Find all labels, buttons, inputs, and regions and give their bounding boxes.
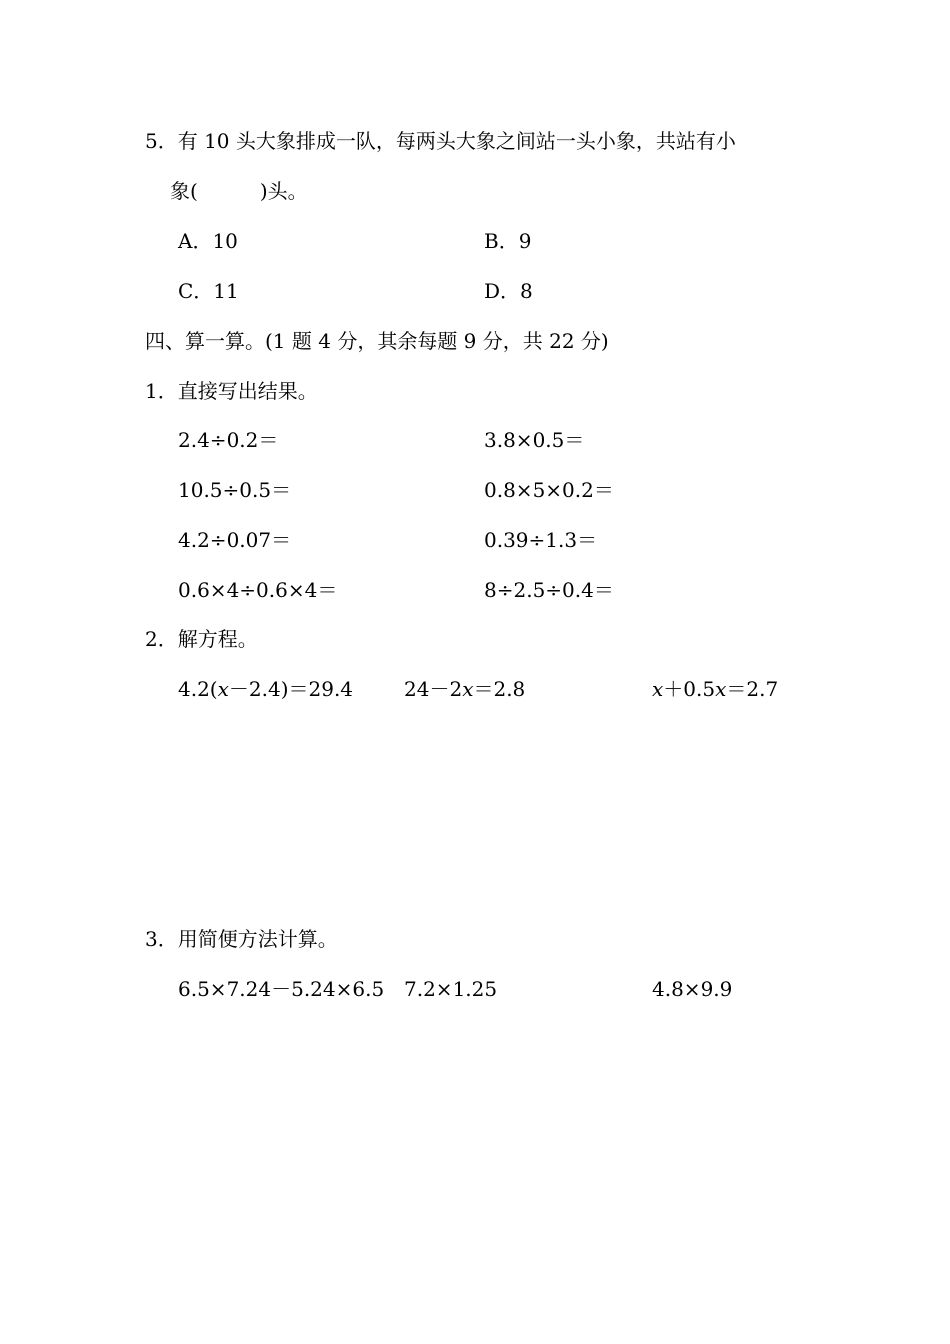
equation-part: 24－2 xyxy=(404,677,463,701)
option-c: C．11 xyxy=(178,279,239,303)
section-4-title: 四、算一算。(1 题 4 分，其余每题 9 分，共 22 分) xyxy=(145,329,609,353)
variable-x: x xyxy=(217,677,229,701)
question-5-line2-suffix: )头。 xyxy=(259,179,308,203)
problem-2-heading: 2．解方程。 xyxy=(145,627,258,651)
equation-part: －2.4)＝29.4 xyxy=(228,677,354,701)
equation-part: ＝2.7 xyxy=(726,677,779,701)
question-5-line2-prefix: 象( xyxy=(170,179,198,203)
question-5-blank-line xyxy=(170,178,308,204)
problem-1-heading: 1．直接写出结果。 xyxy=(145,379,318,403)
option-d: D．8 xyxy=(484,279,533,303)
calc-item: 0.6×4÷0.6×4＝ xyxy=(178,578,338,602)
calc-item: 2.4÷0.2＝ xyxy=(178,428,279,452)
variable-x: x xyxy=(652,677,664,701)
calc-item: 10.5÷0.5＝ xyxy=(178,478,292,502)
equation-3 xyxy=(652,676,778,702)
equation-part: ＝2.8 xyxy=(473,677,526,701)
question-5-text: 5．有 10 头大象排成一队，每两头大象之间站一头小象，共站有小 xyxy=(145,129,736,153)
equation-part: ＋0.5 xyxy=(663,677,716,701)
calc-item: 3.8×0.5＝ xyxy=(484,428,585,452)
equation-2 xyxy=(404,676,525,702)
calc-item: 0.8×5×0.2＝ xyxy=(484,478,614,502)
problem-3-heading: 3．用简便方法计算。 xyxy=(145,927,338,951)
simplify-item: 4.8×9.9 xyxy=(652,977,733,1001)
option-b: B．9 xyxy=(484,229,532,253)
variable-x: x xyxy=(462,677,474,701)
calc-item: 4.2÷0.07＝ xyxy=(178,528,292,552)
option-a: A．10 xyxy=(178,229,238,253)
equation-1 xyxy=(178,676,353,702)
calc-item: 8÷2.5÷0.4＝ xyxy=(484,578,614,602)
simplify-item: 7.2×1.25 xyxy=(404,977,498,1001)
calc-item: 0.39÷1.3＝ xyxy=(484,528,598,552)
simplify-item: 6.5×7.24－5.24×6.5 xyxy=(178,977,385,1001)
equation-part: 4.2( xyxy=(178,677,218,701)
variable-x: x xyxy=(715,677,727,701)
